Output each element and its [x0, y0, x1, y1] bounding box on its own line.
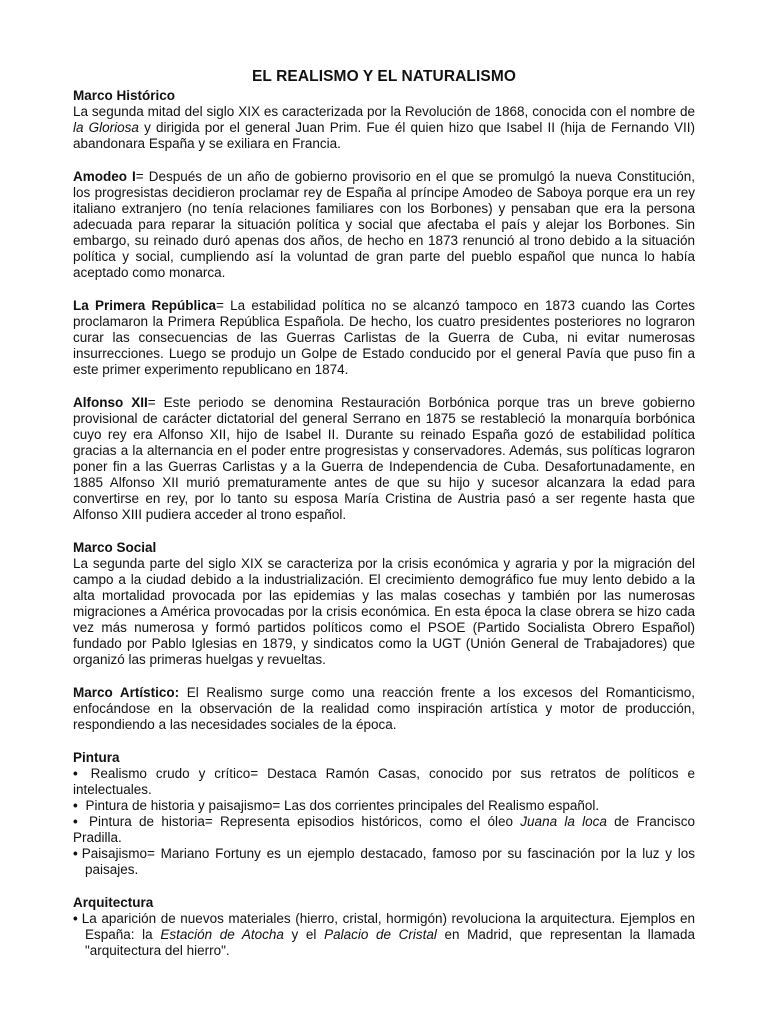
- bullet-icon: •: [73, 766, 78, 781]
- list-pintura: [73, 766, 695, 878]
- label-marco-artistico: Marco Artístico:: [73, 685, 180, 700]
- paragraph-marco-historico: [73, 104, 695, 152]
- text: = La estabilidad política no se alcanzó tampoco en 1873 cuando las Cortes proclamaron la Primera República Española. De hecho, los cuatro presidentes posteriores no lograron curar las consecuencias de las Guerras Carlistas de la Guerra de Cuba, ni evitar numerosas insurrecciones. Luego se produjo un Golpe de Estado conducido por el general Pavía que puso fin a este primer experimento republicano en 1874.: [73, 298, 696, 377]
- section-arquitectura: [73, 895, 695, 959]
- text: Pintura de historia= Representa episodios históricos, como el óleo: [81, 814, 521, 829]
- heading-arquitectura: Arquitectura: [73, 895, 154, 910]
- italic-text: Juana la loca: [520, 814, 607, 829]
- heading-marco-social: Marco Social: [73, 540, 157, 555]
- label-alfonso: Alfonso XII: [73, 395, 148, 410]
- text: La aparición de nuevos materiales (hierro, cristal, hormigón) revoluciona la arquitectura. Ejemplos en España: la: [81, 911, 695, 942]
- paragraph-republica: [73, 298, 695, 378]
- italic-text: la Gloriosa: [73, 120, 139, 135]
- paragraph-marco-artistico: [73, 685, 695, 733]
- bullet-icon: •: [73, 814, 78, 829]
- section-marco-social: [73, 540, 695, 668]
- list-item: [73, 846, 695, 878]
- document-title: EL REALISMO Y EL NATURALISMO: [251, 68, 517, 85]
- paragraph-marco-social: La segunda parte del siglo XIX se caracteriza por la crisis económica y agraria y por la migración del campo a la ciudad debido a la industrialización. El crecimiento demográfico fue muy lento debido a la alta mortalidad provocada por las epidemias y las malas cosechas y también por las numerosas migraciones a América provocadas por la crisis económica. En esta época la clase obrera se hizo cada vez más numerosa y formó partidos políticos como el PSOE (Partido Socialista Obrero Español) fundado por Pablo Iglesias en 1879, y sindicatos como la UGT (Unión General de Trabajadores) que organizó las primeras huelgas y revueltas.: [73, 556, 695, 667]
- heading-pintura: Pintura: [73, 750, 120, 765]
- list-item: [73, 911, 695, 959]
- italic-text: Palacio de Cristal: [324, 927, 437, 942]
- paragraph-alfonso: [73, 395, 695, 523]
- italic-text: Estación de Atocha: [160, 927, 284, 942]
- text: Realismo crudo y crítico= Destaca Ramón Casas, conocido por sus retratos de políticos e intelectuales.: [73, 766, 695, 797]
- text: y el: [283, 927, 325, 942]
- section-marco-historico: [73, 88, 695, 152]
- list-item: [73, 814, 695, 846]
- text: y dirigida por el general Juan Prim. Fue él quien hizo que Isabel II (hija de Fernando VII) abandonara España y se exiliara en Francia.: [73, 120, 695, 151]
- list-item: [73, 798, 695, 814]
- text: en Madrid, que representan la llamada "arquitectura del hierro".: [85, 927, 696, 958]
- bullet-icon: •: [73, 911, 78, 926]
- text: Pintura de historia y paisajismo= Las dos corrientes principales del Realismo español.: [81, 798, 600, 813]
- list-item: [73, 766, 695, 798]
- text: = Después de un año de gobierno provisorio en el que se promulgó la nueva Constitución, los progresistas decidieron proclamar rey de España al príncipe Amodeo de Saboya porque era un rey italiano extranjero (no tenía relaciones familiares con los Borbones) y pensaban que era la persona adecuada para reparar la situación política y social que afectaba el país y alejar los Borbones. Sin embargo, su reinado duró apenas dos años, de hecho en 1873 renunció al trono debido a la situación política y social, cumpliendo así la voluntad de gran parte del pueblo español que nunca lo había aceptado como monarca.: [73, 169, 695, 280]
- text: El Realismo surge como una reacción frente a los excesos del Romanticismo, enfocándose en la observación de la realidad como inspiración artística y motor de producción, respondiendo a las necesidades sociales de la época.: [73, 685, 696, 732]
- text: La segunda mitad del siglo XIX es caracterizada por la Revolución de 1868, conocida con el nombre de: [73, 104, 695, 119]
- text: = Este periodo se denomina Restauración Borbónica porque tras un breve gobierno provisional de carácter dictatorial del general Serrano en 1875 se restableció la monarquía borbónica cuyo rey era Alfonso XII, hijo de Isabel II. Durante su reinado España gozó de estabilidad política gracias a la alternancia en el poder entre progresistas y conservadores. Además, sus políticas lograron poner fin a las Guerras Carlistas y a la Guerra de Independencia de Cuba. Desafortunadamente, en 1885 Alfonso XII murió prematuramente antes de que su hijo y sucesor alcanzara la edad para convertirse en rey, por lo tanto su esposa María Cristina de Austria pasó a ser regente hasta que Alfonso XIII pudiera acceder al trono español.: [73, 395, 695, 522]
- text: Paisajismo= Mariano Fortuny es un ejemplo destacado, famoso por su fascinación por la luz y los paisajes.: [81, 846, 695, 877]
- paragraph-amodeo: [73, 169, 695, 281]
- bullet-icon: •: [73, 798, 78, 813]
- list-arquitectura: [73, 911, 695, 959]
- bullet-icon: •: [73, 846, 78, 861]
- text: de Francisco Pradilla.: [73, 814, 695, 845]
- label-amodeo: Amodeo I: [73, 169, 136, 184]
- heading-marco-historico: Marco Histórico: [73, 88, 176, 103]
- section-pintura: [73, 750, 695, 878]
- label-republica: La Primera República: [73, 298, 217, 313]
